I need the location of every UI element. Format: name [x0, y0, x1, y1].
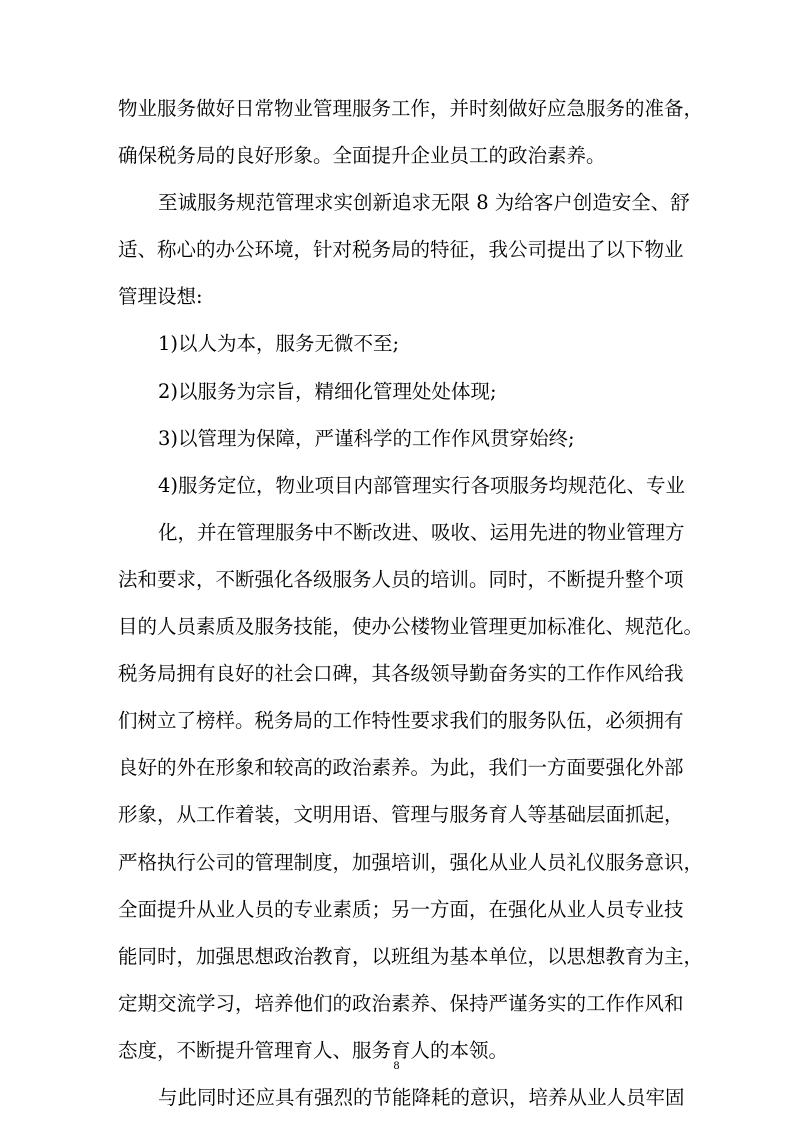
text-line: 形象，从工作着装，文明用语、管理与服务育人等基础层面抓起， — [118, 803, 684, 827]
text-line: 适、称心的办公环境，针对税务局的特征，我公司提出了以下物业 — [118, 238, 684, 262]
text-line: 至诚服务规范管理求实创新追求无限 8 为给客户创造安全、舒 — [158, 191, 690, 215]
text-line: 3)以管理为保障，严谨科学的工作作风贯穿始终; — [158, 426, 575, 450]
text-line: 4)服务定位，物业项目内部管理实行各项服务均规范化、专业 — [158, 473, 686, 497]
text-line: 物业服务做好日常物业管理服务工作，并时刻做好应急服务的准备， — [118, 97, 704, 120]
text-line: 2)以服务为宗旨，精细化管理处处体现; — [158, 379, 497, 403]
page-number: 8 — [393, 1058, 400, 1072]
text-line: 税务局拥有良好的社会口碑，其各级领导勤奋务实的工作作风给我 — [118, 662, 684, 686]
text-line: 确保税务局的良好形象。全面提升企业员工的政治素养。 — [118, 144, 606, 168]
text-line: 们树立了榜样。税务局的工作特性要求我们的服务队伍，必须拥有 — [118, 709, 684, 733]
text-line: 全面提升从业人员的专业素质；另一方面，在强化从业人员专业技 — [118, 897, 684, 921]
text-line: 化，并在管理服务中不断改进、吸收、运用先进的物业管理方 — [158, 520, 685, 544]
text-line: 定期交流学习，培养他们的政治素养、保持严谨务实的工作作风和 — [118, 991, 684, 1015]
text-line: 法和要求，不断强化各级服务人员的培训。同时，不断提升整个项 — [118, 567, 684, 591]
text-line: 能同时，加强思想政治教育，以班组为基本单位，以思想教育为主， — [118, 944, 704, 968]
text-line: 1)以人为本，服务无微不至; — [158, 332, 400, 356]
text-line: 与此同时还应具有强烈的节能降耗的意识，培养从业人员牢固 — [158, 1085, 685, 1109]
text-line: 严格执行公司的管理制度，加强培训，强化从业人员礼仪服务意识， — [118, 850, 704, 874]
text-line: 态度，不断提升管理育人、服务育人的本领。 — [118, 1038, 509, 1062]
document-body — [118, 85, 704, 1121]
text-line: 管理设想: — [118, 285, 203, 309]
text-line: 良好的外在形象和较高的政治素养。为此，我们一方面要强化外部 — [118, 756, 684, 780]
text-line: 目的人员素质及服务技能，使办公楼物业管理更加标准化、规范化。 — [118, 615, 704, 639]
